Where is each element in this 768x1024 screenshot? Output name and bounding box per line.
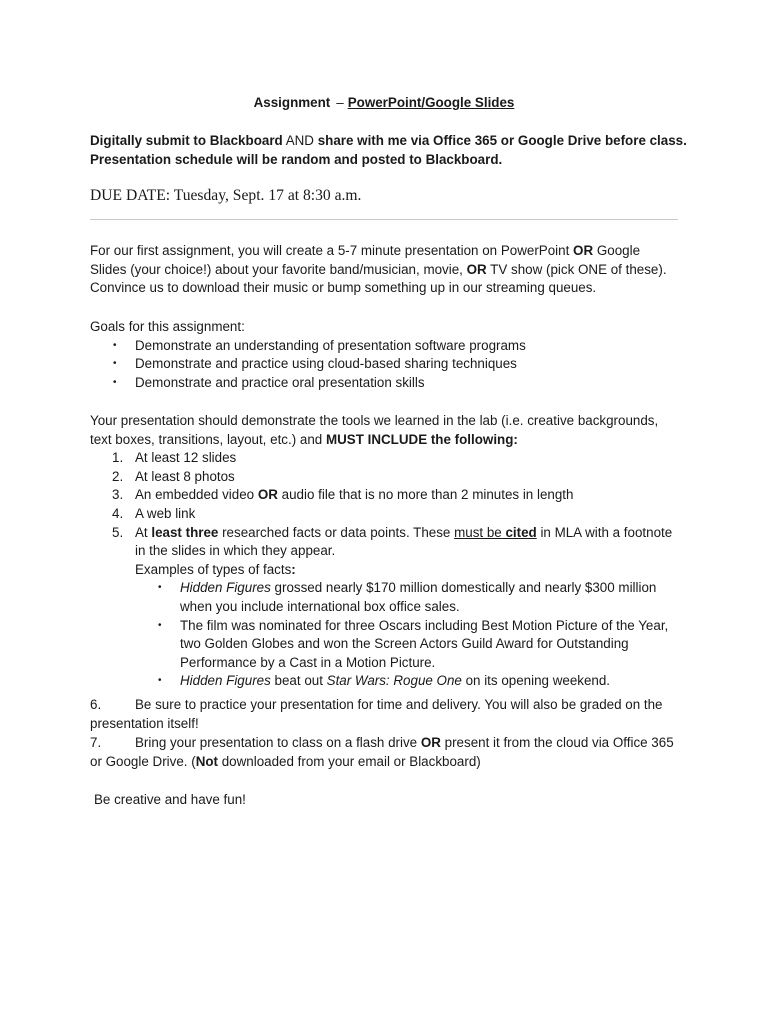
- item-7-text: Bring your presentation to class on a flash drive: [135, 735, 421, 750]
- example-italic: Hidden Figures: [180, 673, 271, 689]
- example-text: grossed nearly $170 million domestically and nearly $300 million when you include international box office sales.: [180, 580, 657, 614]
- item-7: [90, 734, 680, 771]
- item-text-end: audio file that is no more than 2 minutes in length: [277, 487, 574, 503]
- list-item: [90, 337, 680, 356]
- list-item: [90, 505, 680, 524]
- requirements-section: [90, 412, 680, 691]
- item-7-text-mid: present it from the cloud via Office 365 or Google Drive. (: [90, 735, 674, 769]
- divider: [90, 219, 678, 220]
- title-prefix: Assignment: [253, 95, 331, 110]
- examples-heading-text: Examples of types of facts: [135, 561, 292, 577]
- examples-heading: [90, 561, 680, 580]
- requirements-intro-end: the following:: [427, 431, 518, 447]
- list-item: [90, 579, 680, 616]
- item-7-not: Not: [195, 753, 218, 769]
- item-text: A web link: [135, 505, 196, 521]
- example-italic-2: Star Wars: Rogue One: [326, 673, 462, 689]
- list-item: [90, 524, 680, 561]
- bullet-icon: •: [113, 339, 117, 351]
- list-item: [90, 672, 680, 691]
- first-paragraph-text-3: TV show (pick ONE of these). Convince us to download their music or bump something up in our streaming queues.: [90, 261, 667, 296]
- list-item: [90, 486, 680, 505]
- goals-section: [90, 318, 680, 392]
- item-text-mid: researched facts or data points. These: [218, 524, 455, 540]
- list-item: [90, 355, 680, 374]
- page-title: [0, 94, 768, 113]
- bullet-icon: •: [158, 675, 162, 687]
- first-paragraph: [90, 242, 680, 298]
- item-or: OR: [257, 487, 278, 503]
- goal-text: Demonstrate and practice oral presentation skills: [135, 374, 425, 390]
- item-7-or: OR: [420, 735, 441, 750]
- requirements-list: [90, 449, 680, 561]
- requirements-must-include: MUST INCLUDE: [325, 431, 428, 447]
- submission-line-1: [90, 132, 690, 151]
- item-text: At least 8 photos: [135, 468, 235, 484]
- example-italic: Hidden Figures: [180, 580, 271, 596]
- submission-line-1-b: share with me via Office 365 or Google Drive before class.: [317, 133, 687, 148]
- item-cited: cited: [505, 524, 537, 540]
- item-7-text-end: downloaded from your email or Blackboard): [218, 753, 481, 769]
- item-text: At least 12 slides: [135, 450, 237, 466]
- example-text-2: on its opening weekend.: [461, 673, 611, 689]
- item-text: An embedded video: [135, 487, 258, 503]
- due-date: DUE DATE: Tuesday, Sept. 17 at 8:30 a.m.: [90, 187, 362, 204]
- goal-text: Demonstrate an understanding of presentation software programs: [135, 337, 526, 353]
- list-item: [90, 617, 680, 673]
- submission-line-1-and: AND: [282, 133, 318, 148]
- examples-heading-colon: :: [291, 561, 296, 577]
- bullet-icon: •: [113, 358, 117, 370]
- example-text: The film was nominated for three Oscars including Best Motion Picture of the Year, two Golden Globes and won the Screen Actors Guild Award for Outstanding Performance by a Cast in a Motion Picture.: [180, 617, 669, 670]
- title-name: PowerPoint/Google Slides: [347, 95, 515, 110]
- first-paragraph-or-2: OR: [466, 261, 487, 277]
- submission-instructions: [90, 132, 690, 169]
- goal-text: Demonstrate and practice using cloud-based sharing techniques: [135, 356, 517, 372]
- examples-list: [90, 579, 680, 691]
- bullet-icon: •: [158, 619, 162, 631]
- item-least-three: least three: [151, 524, 219, 540]
- first-paragraph-or-1: OR: [573, 243, 594, 258]
- example-text: beat out: [270, 673, 327, 689]
- item-number: 3.: [112, 487, 124, 503]
- list-item: [90, 449, 680, 468]
- requirements-intro-text: Your presentation should demonstrate the tools we learned in the lab (i.e. creative backgrounds, text boxes, transitions, layout, etc.) and: [90, 413, 659, 447]
- item-must-be: must be: [454, 524, 506, 540]
- requirements-intro: [90, 412, 680, 449]
- first-paragraph-text-2: Google Slides (your choice!) about your favorite band/musician, movie,: [90, 243, 641, 277]
- item-number: 2.: [112, 468, 124, 484]
- list-item: [90, 374, 680, 393]
- item-text: At: [135, 524, 152, 540]
- item-6-number: 6.: [90, 697, 102, 712]
- item-number: 1.: [112, 450, 124, 466]
- item-7-number: 7.: [90, 735, 102, 750]
- item-6: [90, 696, 680, 733]
- bullet-icon: •: [158, 582, 162, 594]
- title-dash: –: [336, 95, 344, 110]
- item-text-end: in MLA with a footnote in the slides in which they appear.: [135, 524, 673, 559]
- submission-line-1-a: Digitally submit to Blackboard: [90, 133, 283, 148]
- item-number: 5.: [112, 524, 124, 540]
- first-paragraph-text-1: For our first assignment, you will create a 5-7 minute presentation on PowerPoint: [90, 243, 574, 258]
- bullet-icon: •: [113, 376, 117, 388]
- item-number: 4.: [112, 505, 124, 521]
- closing-line: Be creative and have fun!: [94, 792, 246, 807]
- item-6-text: Be sure to practice your presentation for time and delivery. You will also be graded on the presentation itself!: [90, 697, 663, 731]
- submission-line-2: Presentation schedule will be random and posted to Blackboard.: [90, 151, 503, 167]
- list-item: [90, 468, 680, 487]
- goals-list: [90, 337, 680, 393]
- goals-heading: Goals for this assignment:: [90, 319, 245, 334]
